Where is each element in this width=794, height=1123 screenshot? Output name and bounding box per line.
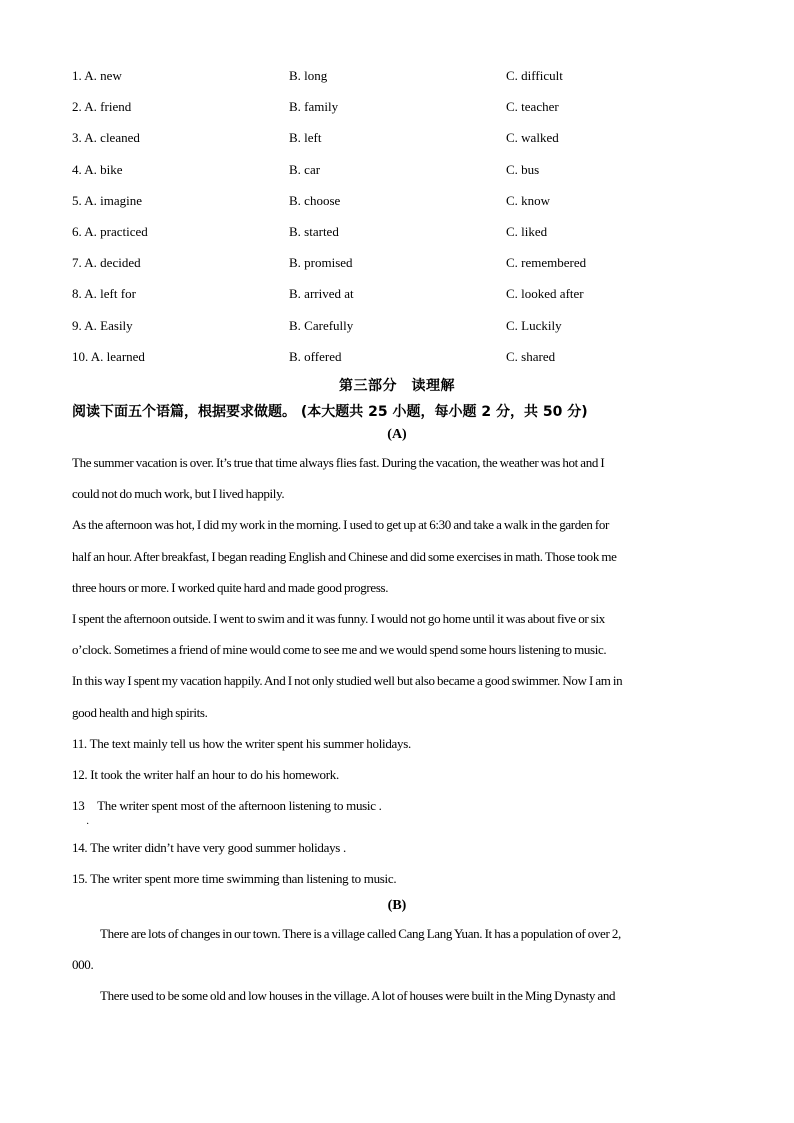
passage-line: o’clock. Sometimes a friend of mine would come to see me and we would spend some hours listening to music.: [72, 642, 607, 658]
option-c: C. bus: [506, 161, 540, 177]
option-b: B. choose: [289, 192, 341, 208]
option-b: B. family: [289, 99, 339, 115]
option-a: 4. A. bike: [72, 161, 123, 177]
question-list: [72, 728, 727, 894]
section-instructions: 阅读下面五个语篇，根据要求做题。 (本大题共 25 小题，每小题 2 分，共 50 分): [72, 404, 588, 420]
option-c: C. shared: [506, 348, 556, 364]
option-row: [72, 222, 732, 253]
option-a: 6. A. practiced: [72, 223, 148, 239]
passage-line: 000.: [72, 957, 94, 973]
option-c: C. liked: [506, 223, 548, 239]
option-row: [72, 97, 732, 128]
option-a: 7. A. decided: [72, 255, 141, 271]
passage-line: good health and high spirits.: [72, 704, 208, 720]
option-a: 1. A. new: [72, 68, 122, 83]
question-dot-mark: ·: [86, 819, 90, 831]
option-b: B. offered: [289, 348, 342, 364]
passage-line: As the afternoon was hot, I did my work in the morning. I used to get up at 6:30 and take a walk in the garden for: [72, 517, 610, 533]
option-b: B. promised: [289, 255, 353, 271]
passage-line: In this way I spent my vacation happily. And I not only studied well but also became a good swimmer. Now I am in: [72, 673, 623, 689]
passage-line: There used to be some old and low houses in the village. A lot of houses were built in the Ming Dynasty and: [100, 988, 616, 1004]
option-c: C. difficult: [506, 68, 563, 83]
question-item: 11. The text mainly tell us how the writer spent his summer holidays.: [72, 736, 411, 751]
section-heading: 第三部分 读理解: [339, 378, 455, 394]
passage-a-label: (A): [387, 427, 407, 442]
option-c: C. Luckily: [506, 317, 562, 333]
passage-b-label: (B): [387, 898, 407, 913]
question-item: 12. It took the writer half an hour to do his homework.: [72, 767, 339, 783]
passage-line: The summer vacation is over. It’s true that time always flies fast. During the vacation, the weather was hot and I: [72, 455, 605, 470]
question-text: 13 The writer spent most of the afternoon listening to music .: [72, 798, 382, 814]
option-a: 5. A. imagine: [72, 192, 143, 208]
option-a: 8. A. left for: [72, 286, 136, 302]
option-row: [72, 66, 732, 97]
option-row: [72, 160, 732, 191]
option-a: 3. A. cleaned: [72, 130, 140, 146]
question-item: 14. The writer didn’t have very good summer holidays .: [72, 839, 346, 855]
option-row: [72, 253, 732, 284]
option-c: C. looked after: [506, 286, 584, 302]
passage-line: three hours or more. I worked quite hard and made good progress.: [72, 579, 389, 595]
option-b: B. arrived at: [289, 286, 354, 302]
option-row: [72, 191, 732, 222]
answer-options-grid: [72, 66, 732, 378]
passage-line: could not do much work, but I lived happily.: [72, 486, 285, 502]
option-b: B. car: [289, 161, 321, 177]
option-row: [72, 347, 732, 378]
option-b: B. Carefully: [289, 317, 354, 333]
option-c: C. know: [506, 192, 551, 208]
option-row: [72, 128, 732, 159]
option-a: 9. A. Easily: [72, 317, 133, 333]
passage-a-text: [72, 447, 727, 728]
passage-line: There are lots of changes in our town. There is a village called Cang Lang Yuan. It has a population of over 2,: [100, 926, 621, 941]
passage-line: I spent the afternoon outside. I went to swim and it was funny. I would not go home until it was about five or six: [72, 611, 605, 627]
option-a: 10. A. learned: [72, 348, 145, 364]
option-a: 2. A. friend: [72, 99, 132, 115]
question-item: 15. The writer spent more time swimming than listening to music.: [72, 871, 397, 887]
question-item: [72, 790, 727, 832]
option-b: B. left: [289, 130, 322, 146]
option-row: [72, 284, 732, 315]
option-row: [72, 316, 732, 347]
option-c: C. remembered: [506, 255, 587, 271]
option-b: B. started: [289, 223, 339, 239]
option-b: B. long: [289, 68, 328, 83]
option-c: C. walked: [506, 130, 559, 146]
option-c: C. teacher: [506, 99, 559, 115]
passage-b-text: [72, 918, 727, 1012]
passage-line: half an hour. After breakfast, I began reading English and Chinese and did some exercises in math. Those took me: [72, 548, 617, 564]
